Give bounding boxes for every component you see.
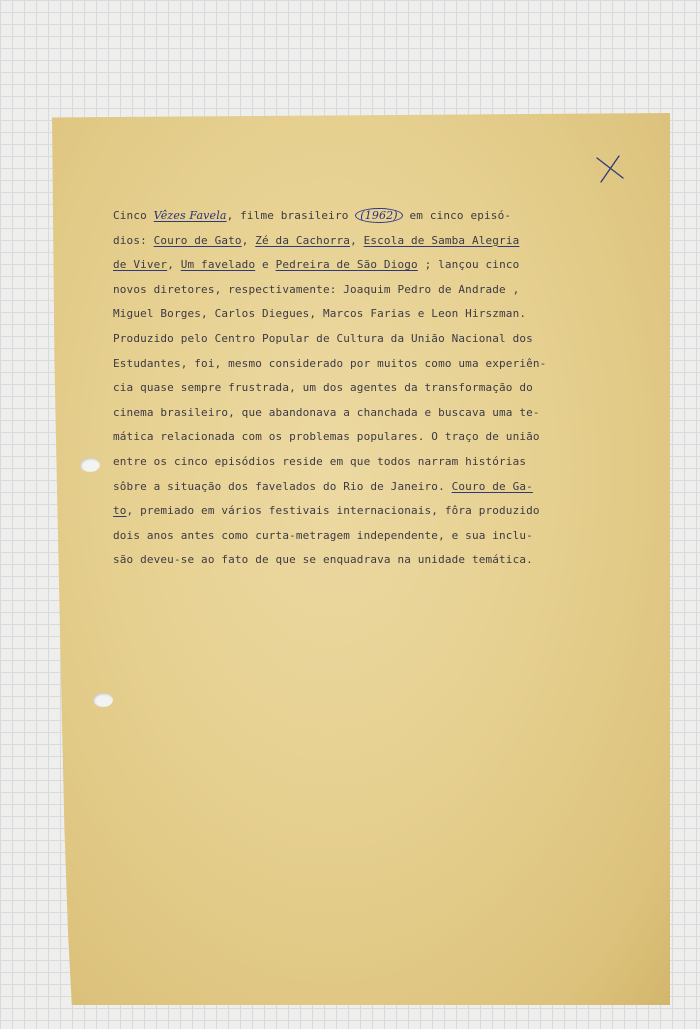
text-segment: em cinco episó- — [402, 209, 512, 222]
underlined-title: Zé da Cachorra — [255, 233, 351, 247]
underlined-title: Pedreira de São Diogo — [275, 258, 418, 272]
text-segment: entre os cinco episódios reside em que todos narram histórias — [113, 454, 527, 468]
text-line — [113, 229, 593, 254]
text-segment: Miguel Borges, Carlos Diegues, Marcos Farias e Leon Hirszman. — [113, 307, 527, 321]
underlined-title: Couro de Ga- — [451, 479, 533, 493]
text-segment: sôbre a situação dos favelados do Rio de Janeiro. — [113, 479, 452, 493]
text-segment: e — [255, 258, 276, 272]
text-line — [113, 425, 593, 450]
punch-hole — [80, 458, 100, 472]
text-line — [113, 253, 593, 278]
text-segment: , filme brasileiro — [226, 209, 356, 222]
underlined-title: Vêzes Favela — [153, 209, 227, 222]
text-segment: cinema brasileiro, que abandonava a chanchada e buscava uma te- — [113, 405, 540, 419]
text-line — [113, 352, 593, 377]
text-line — [113, 302, 593, 327]
pen-cross-mark — [593, 152, 627, 186]
text-segment: Produzido pelo Centro Popular de Cultura da União Nacional dos — [113, 331, 533, 345]
circled-year: (1962) — [355, 208, 402, 223]
text-segment: , premiado em vários festivais internacionais, fôra produzido — [126, 504, 540, 518]
text-line — [113, 475, 593, 500]
underlined-title: Escola de Samba Alegria — [363, 233, 520, 247]
text-segment: , — [241, 233, 256, 247]
text-segment: dios: — [113, 233, 154, 247]
text-segment: mática relacionada com os problemas populares. O traço de união — [113, 430, 540, 444]
text-line — [113, 499, 593, 524]
text-segment: ; lançou cinco — [417, 258, 520, 272]
text-segment: cia quase sempre frustrada, um dos agentes da transformação do — [113, 381, 533, 395]
underlined-title: Um favelado — [180, 258, 256, 272]
text-segment: Cinco — [113, 209, 154, 222]
text-line — [113, 278, 593, 303]
underlined-title: de Viver — [113, 258, 168, 272]
typed-paragraph — [113, 204, 593, 573]
text-line — [113, 548, 593, 573]
text-line — [113, 450, 593, 475]
underlined-title: Couro de Gato — [153, 233, 242, 247]
underlined-title: to — [113, 504, 127, 518]
text-segment: , — [350, 233, 364, 247]
text-segment: dois anos antes como curta-metragem independente, e sua inclu- — [113, 528, 533, 542]
text-line — [113, 401, 593, 426]
text-line — [113, 204, 593, 229]
text-segment: novos diretores, respectivamente: Joaquim Pedro de Andrade , — [113, 282, 520, 296]
text-line — [113, 327, 593, 352]
text-segment: , — [167, 258, 181, 272]
text-segment: são deveu-se ao fato de que se enquadrava na unidade temática. — [113, 553, 533, 567]
punch-hole — [93, 693, 113, 707]
text-line — [113, 524, 593, 549]
text-line — [113, 376, 593, 401]
text-segment: Estudantes, foi, mesmo considerado por muitos como uma experiên- — [113, 356, 547, 370]
